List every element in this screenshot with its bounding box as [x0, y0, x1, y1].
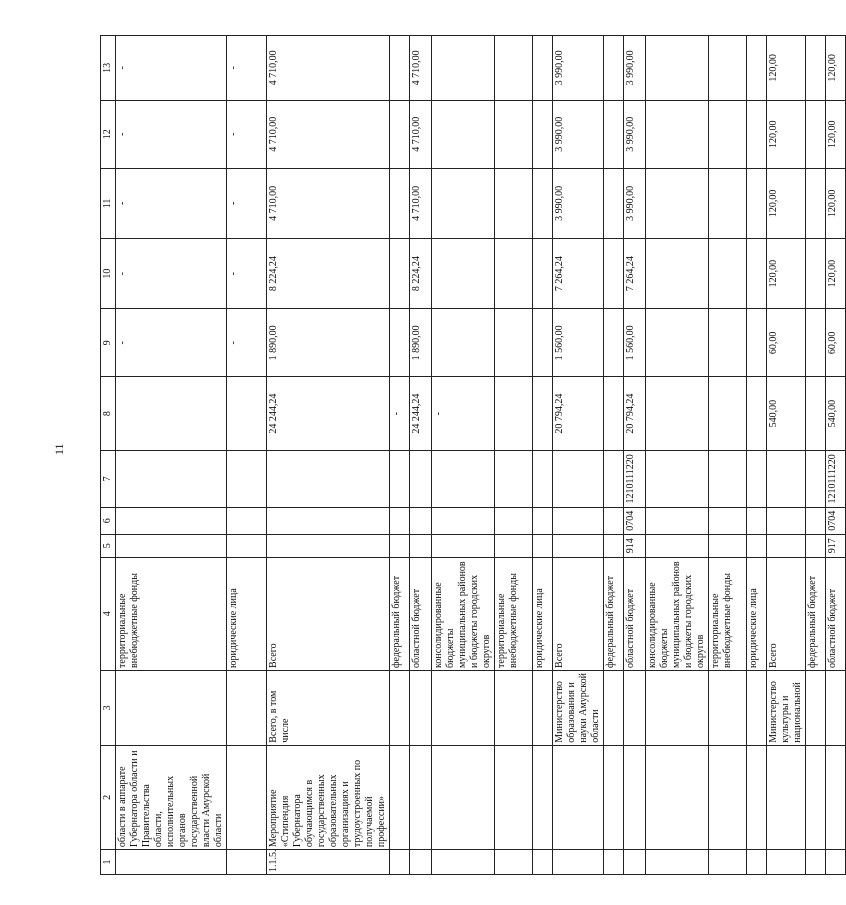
year-1-value-cell — [432, 309, 495, 377]
year-5-value-cell: 4 710,00 — [267, 36, 390, 101]
year-3-value-cell: - — [227, 168, 267, 238]
funding-source-cell: консолидированные бюджеты муниципальных районов и бюджеты городских округов — [646, 557, 709, 670]
year-5-value-cell: 120,00 — [767, 36, 806, 101]
year-4-value-cell: 3 990,00 — [624, 100, 646, 168]
grbs-code-cell — [432, 534, 495, 557]
year-1-value-cell: - — [116, 309, 227, 377]
section-code-cell — [806, 507, 826, 534]
target-article-cell — [116, 451, 227, 508]
year-2-value-cell: - — [227, 239, 267, 309]
funding-source-cell: территориальные внебюджетные фонды — [495, 557, 533, 670]
section-code-cell — [604, 507, 624, 534]
funding-source-cell: юридические лица — [533, 557, 553, 670]
year-5-value-cell: 4 710,00 — [410, 36, 432, 101]
year-1-value-cell — [533, 309, 553, 377]
year-1-value-cell — [709, 309, 747, 377]
section-code-cell — [432, 507, 495, 534]
year-5-value-cell — [646, 36, 709, 101]
table-row — [767, 36, 806, 875]
year-4-value-cell — [604, 100, 624, 168]
row-number-cell — [806, 850, 826, 875]
header-cell: 5 — [101, 534, 116, 557]
row-number-cell — [604, 850, 624, 875]
section-code-cell — [495, 507, 533, 534]
year-1-value-cell: 60,00 — [826, 309, 846, 377]
target-article-cell — [709, 451, 747, 508]
year-4-value-cell: 120,00 — [767, 100, 806, 168]
executor-cell — [227, 670, 267, 745]
header-cell: 12 — [101, 100, 116, 168]
year-1-value-cell: 60,00 — [767, 309, 806, 377]
total-value-cell: 20 794,24 — [624, 377, 646, 451]
event-name-cell — [767, 745, 806, 849]
funding-source-cell: юридические лица — [227, 557, 267, 670]
executor-cell — [806, 670, 826, 745]
funding-source-cell: консолидированные бюджеты муниципальных районов и бюджеты городских округов — [432, 557, 495, 670]
funding-source-cell: Всего — [767, 557, 806, 670]
total-value-cell — [806, 377, 826, 451]
funding-source-cell: Всего — [267, 557, 390, 670]
total-value-cell — [604, 377, 624, 451]
year-2-value-cell: 120,00 — [767, 239, 806, 309]
event-name-cell — [495, 745, 533, 849]
grbs-code-cell — [604, 534, 624, 557]
header-cell: 7 — [101, 451, 116, 508]
year-3-value-cell — [709, 168, 747, 238]
grbs-code-cell — [227, 534, 267, 557]
year-5-value-cell: - — [227, 36, 267, 101]
target-article-cell — [533, 451, 553, 508]
funding-source-cell: федеральный бюджет — [390, 557, 410, 670]
header-cell: 1 — [101, 850, 116, 875]
year-4-value-cell: 4 710,00 — [410, 100, 432, 168]
year-1-value-cell — [390, 309, 410, 377]
year-4-value-cell — [533, 100, 553, 168]
executor-cell — [390, 670, 410, 745]
table-row — [604, 36, 624, 875]
header-cell: 8 — [101, 377, 116, 451]
year-4-value-cell — [432, 100, 495, 168]
target-article-cell: 1210111220 — [624, 451, 646, 508]
executor-cell — [709, 670, 747, 745]
header-row — [101, 36, 116, 875]
executor-cell — [495, 670, 533, 745]
event-name-cell — [826, 745, 846, 849]
year-3-value-cell — [390, 168, 410, 238]
row-number-cell — [390, 850, 410, 875]
year-2-value-cell: 7 264,24 — [553, 239, 604, 309]
event-name-cell — [227, 745, 267, 849]
table-row — [390, 36, 410, 875]
target-article-cell — [646, 451, 709, 508]
funding-source-cell: территориальные внебюджетные фонды — [709, 557, 747, 670]
target-article-cell — [747, 451, 767, 508]
event-name-cell — [646, 745, 709, 849]
year-1-value-cell — [646, 309, 709, 377]
year-2-value-cell — [646, 239, 709, 309]
total-value-cell: 540,00 — [767, 377, 806, 451]
year-2-value-cell: 8 224,24 — [410, 239, 432, 309]
table-row — [410, 36, 432, 875]
year-4-value-cell — [806, 100, 826, 168]
funding-source-cell: федеральный бюджет — [604, 557, 624, 670]
row-number-cell — [826, 850, 846, 875]
section-code-cell — [227, 507, 267, 534]
year-3-value-cell — [646, 168, 709, 238]
section-code-cell — [267, 507, 390, 534]
table-row — [747, 36, 767, 875]
year-2-value-cell: 120,00 — [826, 239, 846, 309]
table-row — [624, 36, 646, 875]
budget-table — [100, 35, 846, 875]
target-article-cell — [227, 451, 267, 508]
header-cell: 3 — [101, 670, 116, 745]
year-5-value-cell — [432, 36, 495, 101]
row-number-cell — [495, 850, 533, 875]
funding-source-cell: Всего — [553, 557, 604, 670]
total-value-cell: - — [390, 377, 410, 451]
event-name-cell — [533, 745, 553, 849]
table-row — [826, 36, 846, 875]
section-code-cell — [646, 507, 709, 534]
funding-source-cell: областной бюджет — [410, 557, 432, 670]
year-2-value-cell: 8 224,24 — [267, 239, 390, 309]
section-code-cell: 0704 — [624, 507, 646, 534]
row-number-cell — [227, 850, 267, 875]
total-value-cell: 24 244,24 — [267, 377, 390, 451]
executor-cell — [747, 670, 767, 745]
year-3-value-cell: 120,00 — [826, 168, 846, 238]
row-number-cell — [646, 850, 709, 875]
executor-cell — [624, 670, 646, 745]
row-number-cell: 1.1.5. — [267, 850, 390, 875]
total-value-cell: 540,00 — [826, 377, 846, 451]
target-article-cell — [806, 451, 826, 508]
executor-cell — [604, 670, 624, 745]
year-5-value-cell — [806, 36, 826, 101]
year-5-value-cell — [390, 36, 410, 101]
year-3-value-cell — [806, 168, 826, 238]
row-number-cell — [116, 850, 227, 875]
grbs-code-cell — [553, 534, 604, 557]
executor-cell — [646, 670, 709, 745]
table-body — [101, 36, 846, 875]
grbs-code-cell — [767, 534, 806, 557]
header-cell: 10 — [101, 239, 116, 309]
year-2-value-cell: 7 264,24 — [624, 239, 646, 309]
year-1-value-cell: - — [227, 309, 267, 377]
grbs-code-cell — [806, 534, 826, 557]
section-code-cell: 0704 — [826, 507, 846, 534]
table-row — [553, 36, 604, 875]
executor-cell — [826, 670, 846, 745]
grbs-code-cell: 917 — [826, 534, 846, 557]
header-cell: 9 — [101, 309, 116, 377]
table-row — [709, 36, 747, 875]
year-4-value-cell — [390, 100, 410, 168]
event-name-cell: Мероприятие «Стипендия Губернатора обучающимся в государственных образовательных организациях и трудоустроенных по получаемой профессии» — [267, 745, 390, 849]
target-article-cell — [410, 451, 432, 508]
header-cell: 6 — [101, 507, 116, 534]
target-article-cell — [604, 451, 624, 508]
total-value-cell: 20 794,24 — [553, 377, 604, 451]
funding-source-cell: федеральный бюджет — [806, 557, 826, 670]
year-4-value-cell — [747, 100, 767, 168]
event-name-cell — [553, 745, 604, 849]
section-code-cell — [709, 507, 747, 534]
executor-cell — [533, 670, 553, 745]
grbs-code-cell — [390, 534, 410, 557]
row-number-cell — [553, 850, 604, 875]
executor-cell — [432, 670, 495, 745]
section-code-cell — [747, 507, 767, 534]
year-3-value-cell: - — [116, 168, 227, 238]
year-1-value-cell: 1 560,00 — [624, 309, 646, 377]
event-name-cell — [806, 745, 826, 849]
year-4-value-cell: 120,00 — [826, 100, 846, 168]
year-1-value-cell — [806, 309, 826, 377]
row-number-cell — [747, 850, 767, 875]
year-5-value-cell — [604, 36, 624, 101]
grbs-code-cell — [709, 534, 747, 557]
year-2-value-cell — [709, 239, 747, 309]
year-1-value-cell — [495, 309, 533, 377]
target-article-cell — [495, 451, 533, 508]
section-code-cell — [533, 507, 553, 534]
target-article-cell: 1210111220 — [826, 451, 846, 508]
grbs-code-cell — [533, 534, 553, 557]
event-name-cell — [410, 745, 432, 849]
total-value-cell — [227, 377, 267, 451]
rotated-table-container — [100, 35, 838, 875]
year-3-value-cell: 120,00 — [767, 168, 806, 238]
year-2-value-cell — [390, 239, 410, 309]
event-name-cell — [390, 745, 410, 849]
total-value-cell — [495, 377, 533, 451]
section-code-cell — [116, 507, 227, 534]
total-value-cell: 24 244,24 — [410, 377, 432, 451]
row-number-cell — [432, 850, 495, 875]
year-5-value-cell — [533, 36, 553, 101]
grbs-code-cell: 914 — [624, 534, 646, 557]
total-value-cell — [709, 377, 747, 451]
event-name-cell — [747, 745, 767, 849]
year-4-value-cell: 3 990,00 — [553, 100, 604, 168]
table-row — [806, 36, 826, 875]
year-4-value-cell: 4 710,00 — [267, 100, 390, 168]
funding-source-cell: территориальные внебюджетные фонды — [116, 557, 227, 670]
year-5-value-cell: 3 990,00 — [624, 36, 646, 101]
table-row — [533, 36, 553, 875]
grbs-code-cell — [267, 534, 390, 557]
section-code-cell — [390, 507, 410, 534]
year-5-value-cell: - — [116, 36, 227, 101]
year-4-value-cell — [709, 100, 747, 168]
event-name-cell — [624, 745, 646, 849]
year-2-value-cell — [747, 239, 767, 309]
funding-source-cell: областной бюджет — [826, 557, 846, 670]
year-4-value-cell — [495, 100, 533, 168]
funding-source-cell: областной бюджет — [624, 557, 646, 670]
total-value-cell — [646, 377, 709, 451]
table-row — [116, 36, 227, 875]
table-row — [267, 36, 390, 875]
page-number: 11 — [52, 443, 66, 455]
row-number-cell — [709, 850, 747, 875]
executor-cell: Министерство культуры и национальной — [767, 670, 806, 745]
grbs-code-cell — [747, 534, 767, 557]
event-name-cell — [709, 745, 747, 849]
executor-cell: Всего, в том числе — [267, 670, 390, 745]
year-2-value-cell — [495, 239, 533, 309]
target-article-cell — [390, 451, 410, 508]
row-number-cell — [410, 850, 432, 875]
year-3-value-cell — [604, 168, 624, 238]
year-1-value-cell: 1 560,00 — [553, 309, 604, 377]
total-value-cell — [747, 377, 767, 451]
year-2-value-cell — [432, 239, 495, 309]
year-2-value-cell: - — [116, 239, 227, 309]
header-cell: 4 — [101, 557, 116, 670]
year-1-value-cell — [747, 309, 767, 377]
header-cell: 2 — [101, 745, 116, 849]
year-3-value-cell: 3 990,00 — [553, 168, 604, 238]
row-number-cell — [624, 850, 646, 875]
year-3-value-cell — [533, 168, 553, 238]
year-5-value-cell — [747, 36, 767, 101]
grbs-code-cell — [410, 534, 432, 557]
year-3-value-cell: 4 710,00 — [267, 168, 390, 238]
event-name-cell — [432, 745, 495, 849]
row-number-cell — [767, 850, 806, 875]
year-1-value-cell: 1 890,00 — [267, 309, 390, 377]
total-value-cell: - — [432, 377, 495, 451]
header-cell: 11 — [101, 168, 116, 238]
target-article-cell — [432, 451, 495, 508]
grbs-code-cell — [646, 534, 709, 557]
table-row — [432, 36, 495, 875]
year-3-value-cell — [495, 168, 533, 238]
section-code-cell — [410, 507, 432, 534]
year-3-value-cell: 3 990,00 — [624, 168, 646, 238]
year-2-value-cell — [604, 239, 624, 309]
year-2-value-cell — [806, 239, 826, 309]
executor-cell: Министерство образования и науки Амурской области — [553, 670, 604, 745]
year-1-value-cell: 1 890,00 — [410, 309, 432, 377]
total-value-cell — [533, 377, 553, 451]
table-row — [495, 36, 533, 875]
executor-cell — [116, 670, 227, 745]
row-number-cell — [533, 850, 553, 875]
year-4-value-cell: - — [227, 100, 267, 168]
funding-source-cell: юридические лица — [747, 557, 767, 670]
target-article-cell — [553, 451, 604, 508]
section-code-cell — [767, 507, 806, 534]
year-5-value-cell — [709, 36, 747, 101]
executor-cell — [410, 670, 432, 745]
year-5-value-cell: 3 990,00 — [553, 36, 604, 101]
year-4-value-cell: - — [116, 100, 227, 168]
event-name-cell: области в аппарате Губернатора области и Правительства области, исполнительных органов государственной власти Амурской области — [116, 745, 227, 849]
year-5-value-cell — [495, 36, 533, 101]
target-article-cell — [767, 451, 806, 508]
year-3-value-cell: 4 710,00 — [410, 168, 432, 238]
table-row — [646, 36, 709, 875]
year-1-value-cell — [604, 309, 624, 377]
target-article-cell — [267, 451, 390, 508]
grbs-code-cell — [495, 534, 533, 557]
section-code-cell — [553, 507, 604, 534]
table-row — [227, 36, 267, 875]
total-value-cell — [116, 377, 227, 451]
year-3-value-cell — [432, 168, 495, 238]
grbs-code-cell — [116, 534, 227, 557]
year-2-value-cell — [533, 239, 553, 309]
year-5-value-cell: 120,00 — [826, 36, 846, 101]
year-3-value-cell — [747, 168, 767, 238]
event-name-cell — [604, 745, 624, 849]
header-cell: 13 — [101, 36, 116, 101]
year-4-value-cell — [646, 100, 709, 168]
